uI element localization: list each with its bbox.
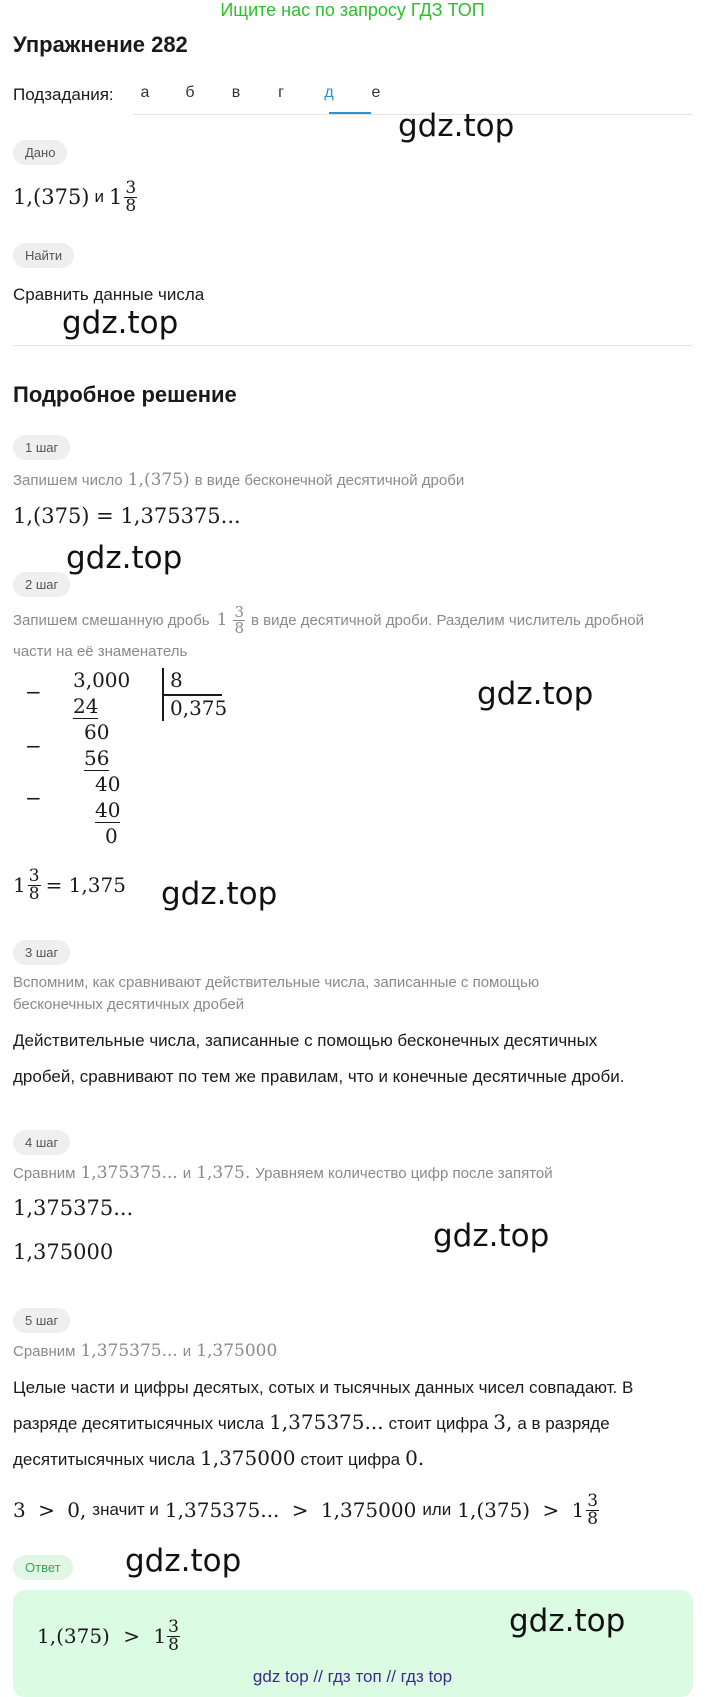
step-3-note-line1: Вспомним, как сравнивают действительные числа, записанные с помощью	[13, 974, 540, 991]
step-4-note-math2: 1,375.	[196, 1163, 251, 1183]
step-5-text-line1: Целые части и цифры десятых, сотых и тысячных данных чисел совпадают. В	[13, 1378, 634, 1397]
answer-num: 3	[168, 1616, 179, 1637]
answer-expr: 1,(375) > 1	[37, 1624, 167, 1648]
division-row-60: 60	[84, 720, 110, 744]
step-1-result: 1,(375) = 1,375375...	[13, 504, 241, 528]
step-5-concl-m3: 1,(375) > 1	[457, 1498, 585, 1522]
given-expr-left: 1,(375)	[13, 185, 90, 209]
step-4-line2: 1,375000	[13, 1240, 114, 1264]
step-5-text-line2	[13, 1410, 610, 1434]
step-5-concl-t1: значит и	[92, 1500, 159, 1519]
step-4-line1: 1,375375...	[13, 1196, 134, 1220]
division-row-24: 24	[73, 694, 99, 718]
division-row-40b: 40	[95, 798, 121, 822]
step-1-pill: 1 шаг	[13, 435, 70, 460]
active-tab-indicator	[329, 112, 371, 114]
step-2-note	[13, 600, 644, 640]
step-4-note	[13, 1163, 553, 1183]
tab-d[interactable]: д	[324, 84, 334, 101]
watermark-8: gdz.top	[509, 1603, 626, 1639]
step-2-note-whole: 1	[216, 610, 228, 630]
given-frac-den: 8	[125, 195, 137, 216]
step-5-note-math2: 1,375000	[196, 1341, 278, 1361]
step-5-line3-digit: 0.	[405, 1446, 425, 1470]
step-1-note	[13, 470, 464, 490]
find-pill: Найти	[13, 243, 74, 268]
step-5-line2-digit: 3,	[493, 1410, 513, 1434]
step-4-note-math1: 1,375375...	[80, 1163, 178, 1183]
division-row-0: 0	[105, 824, 118, 848]
page-title: Упражнение 282	[13, 32, 188, 57]
given-conj: и	[94, 187, 105, 206]
step-5-concl-m1: 3 > 0,	[13, 1498, 87, 1522]
step-4-pill: 4 шаг	[13, 1130, 70, 1155]
tab-b[interactable]: б	[185, 84, 195, 101]
division-minus-2: −	[25, 734, 42, 758]
answer-fraction	[167, 1616, 180, 1655]
step-5-concl-num: 3	[587, 1490, 599, 1511]
step-4-note-conj: и	[182, 1165, 192, 1182]
step-2-note-num: 3	[234, 602, 244, 621]
step-5-concl-m2: 1,375375... > 1,375000	[164, 1498, 417, 1522]
step-2-result-whole: 1	[13, 873, 26, 897]
step-3-note-line2: бесконечных десятичных дробей	[13, 996, 245, 1013]
step-2-note-before: Запишем смешанную дробь	[13, 611, 210, 629]
footer-links[interactable]: gdz top // гдз топ // гдз top	[252, 1667, 453, 1686]
long-division	[13, 668, 273, 853]
step-5-note-math1: 1,375375...	[80, 1341, 178, 1361]
step-5-note-before: Сравним	[13, 1343, 76, 1360]
subtasks-label: Подзадания:	[13, 85, 114, 104]
given-pill: Дано	[13, 140, 67, 165]
step-2-note-fraction	[233, 602, 245, 637]
step-1-note-before: Запишем число	[13, 472, 123, 489]
step-5-line2-math: 1,375375...	[269, 1410, 384, 1434]
step-2-note-line2: части на её знаменатель	[13, 643, 188, 660]
step-5-note-conj: и	[182, 1343, 192, 1360]
answer-expression	[37, 1611, 182, 1661]
division-minus-1: −	[25, 680, 42, 704]
step-1-note-after: в виде бесконечной десятичной дроби	[194, 472, 465, 489]
division-dividend: 3,000	[73, 668, 131, 692]
step-5-line2-c: а в разряде	[517, 1414, 610, 1433]
step-5-line2-a: разряде десятитысячных числа	[13, 1414, 265, 1433]
tab-g[interactable]: г	[278, 84, 284, 101]
step-2-result-fraction	[28, 865, 41, 904]
step-5-line3-b: стоит цифра	[300, 1450, 401, 1469]
step-2-pill: 2 шаг	[13, 572, 70, 597]
division-quotient: 0,375	[170, 696, 228, 720]
step-2-result-rest: = 1,375	[45, 873, 126, 897]
step-2-note-after: в виде десятичной дроби. Разделим числитель дробной	[251, 611, 645, 629]
step-5-concl-den: 8	[587, 1508, 599, 1529]
step-2-result	[13, 860, 126, 910]
search-banner: Ищите нас по запросу ГДЗ ТОП	[220, 0, 485, 20]
step-5-line2-b: стоит цифра	[388, 1414, 489, 1433]
division-divisor: 8	[170, 668, 183, 692]
step-1-note-math: 1,(375)	[127, 470, 190, 490]
watermark-2: gdz.top	[62, 305, 179, 341]
answer-den: 8	[168, 1634, 179, 1655]
step-5-line3-a: десятитысячных числа	[13, 1450, 195, 1469]
find-text: Сравнить данные числа	[13, 285, 205, 304]
given-frac-num: 3	[125, 177, 137, 198]
divider	[13, 345, 693, 346]
division-row-56: 56	[84, 746, 110, 770]
step-5-line3-math: 1,375000	[200, 1446, 296, 1470]
step-3-pill: 3 шаг	[13, 940, 70, 965]
watermark-7: gdz.top	[125, 1543, 242, 1579]
step-5-conclusion	[13, 1485, 601, 1535]
division-minus-3: −	[25, 786, 42, 810]
watermark-3: gdz.top	[66, 540, 183, 576]
watermark-5: gdz.top	[161, 876, 278, 912]
given-mixed-whole: 1	[109, 185, 123, 209]
step-4-note-before: Сравним	[13, 1165, 76, 1182]
step-5-text-line3	[13, 1446, 424, 1470]
step-2-result-den: 8	[28, 883, 40, 904]
step-3-text-line1: Действительные числа, записанные с помощью бесконечных десятичных	[13, 1031, 598, 1050]
answer-pill: Ответ	[13, 1555, 73, 1580]
division-row-40a: 40	[95, 772, 121, 796]
tab-e[interactable]: е	[371, 84, 381, 101]
solution-title: Подробное решение	[13, 382, 237, 407]
step-5-pill: 5 шаг	[13, 1308, 70, 1333]
watermark-6: gdz.top	[433, 1218, 550, 1254]
step-2-result-num: 3	[28, 865, 40, 886]
step-5-concl-t2: или	[422, 1500, 452, 1519]
tab-a[interactable]: а	[140, 84, 150, 101]
given-expression	[13, 172, 139, 222]
step-2-note-den: 8	[234, 618, 244, 637]
step-3-text-line2: дробей, сравнивают по тем же правилам, что и конечные десятичные дроби.	[13, 1067, 625, 1086]
given-fraction	[124, 177, 137, 216]
tab-v[interactable]: в	[231, 84, 241, 101]
watermark-1: gdz.top	[398, 108, 515, 144]
step-4-note-after: Уравняем количество цифр после запятой	[255, 1165, 553, 1182]
step-5-note	[13, 1341, 277, 1361]
step-5-concl-fraction	[586, 1490, 599, 1529]
watermark-4: gdz.top	[477, 676, 594, 712]
